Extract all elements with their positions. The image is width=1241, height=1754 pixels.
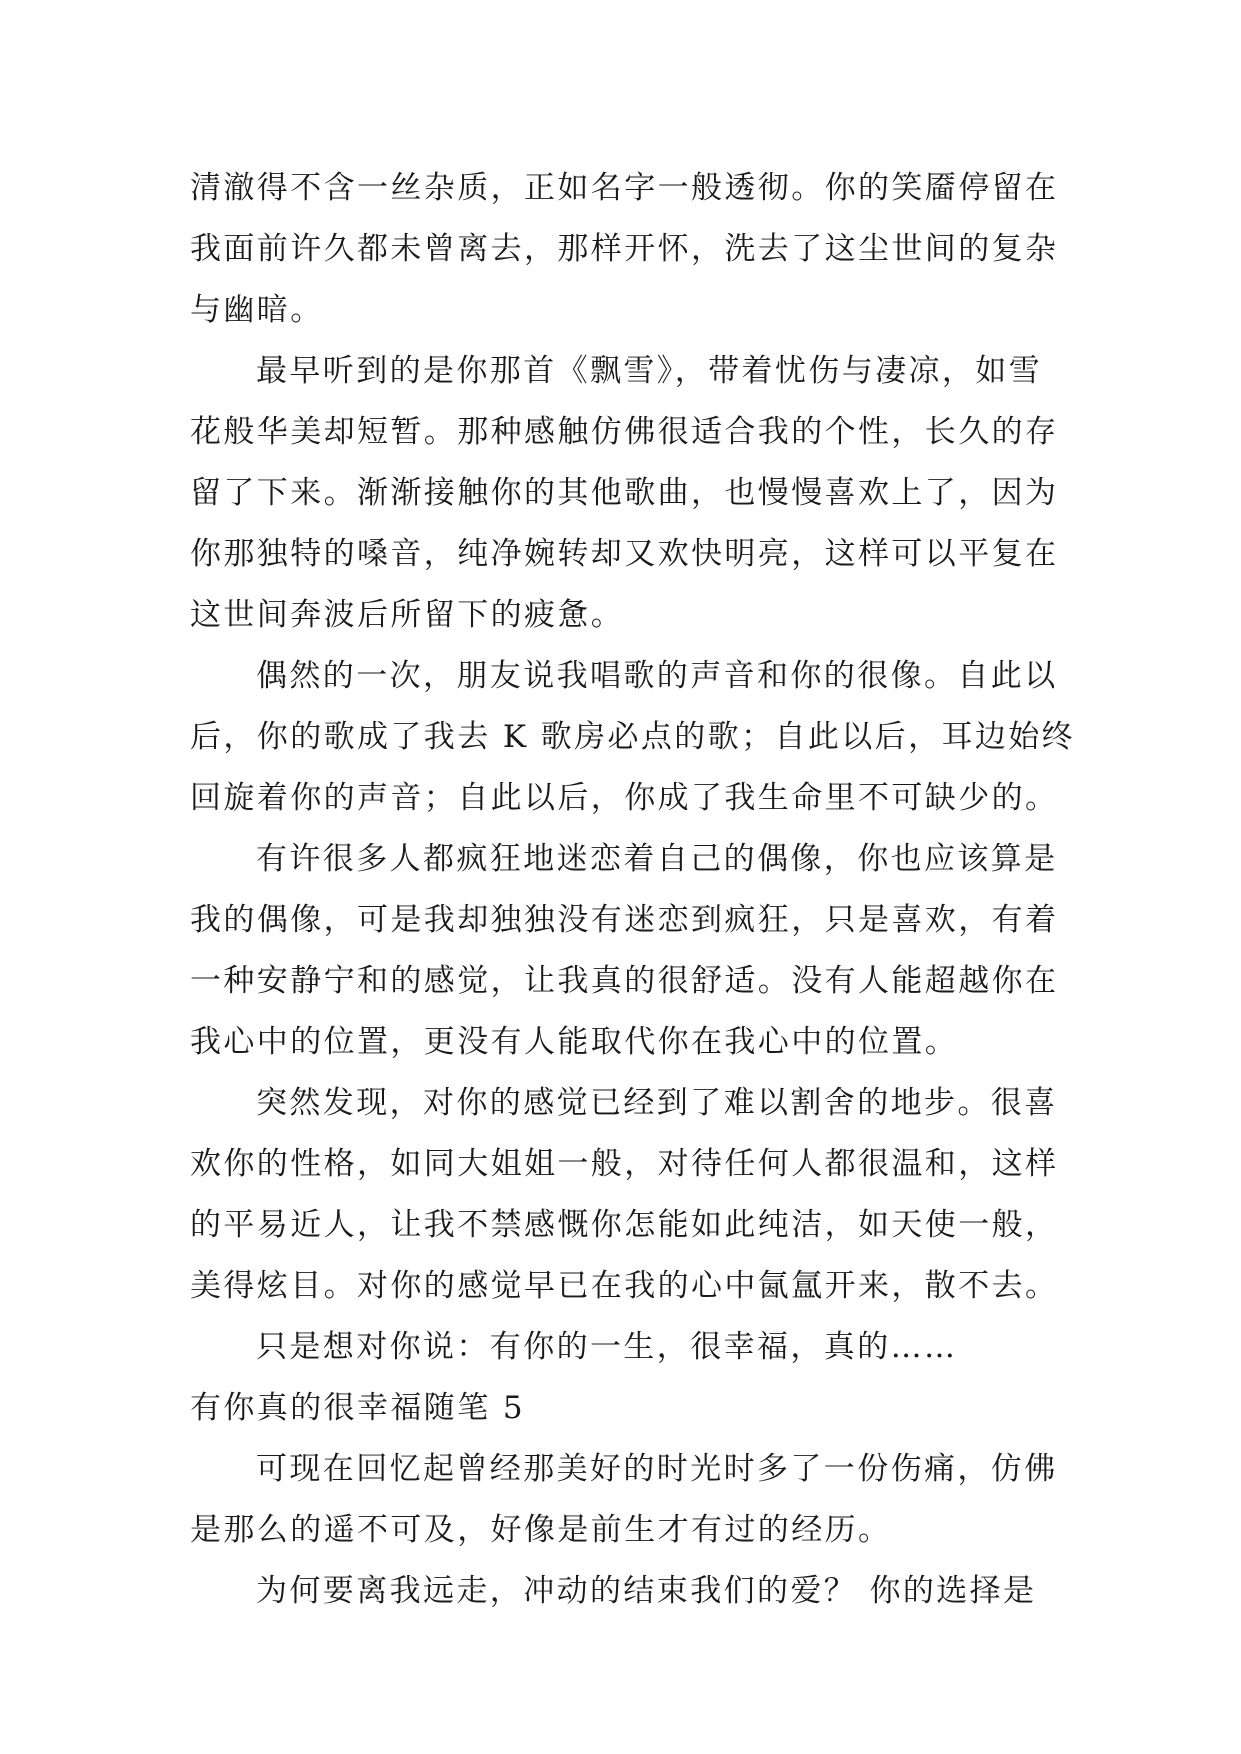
text-line: 我心中的位置，更没有人能取代你在我心中的位置。 xyxy=(190,1024,959,1060)
text-line: 欢你的性格，如同大姐姐一般，对待任何人都很温和，这样 xyxy=(190,1146,1059,1182)
text-line: 这世间奔波后所留下的疲惫。 xyxy=(190,597,625,633)
text-line: 花般华美却短暂。那种感触仿佛很适合我的个性，长久的存 xyxy=(190,414,1059,450)
paragraph-first-line: 有许很多人都疯狂地迷恋着自己的偶像，你也应该算是 xyxy=(256,841,1058,877)
paragraph-first-line: 为何要离我远走，冲动的结束我们的爱？ 你的选择是 xyxy=(256,1573,1037,1609)
paragraph-first-line: 只是想对你说：有你的一生，很幸福，真的…… xyxy=(256,1329,958,1365)
text-line: 后，你的歌成了我去 K 歌房必点的歌；自此以后，耳边始终 xyxy=(190,719,1076,755)
text-line: 我的偶像，可是我却独独没有迷恋到疯狂，只是喜欢，有着 xyxy=(190,902,1059,938)
section-heading: 有你真的很幸福随笔 5 xyxy=(190,1390,525,1426)
text-line: 你那独特的嗓音，纯净婉转却又欢快明亮，这样可以平复在 xyxy=(190,536,1059,572)
document-body xyxy=(190,158,1090,1622)
paragraph-first-line: 偶然的一次，朋友说我唱歌的声音和你的很像。自此以 xyxy=(256,658,1058,694)
paragraph-first-line: 突然发现，对你的感觉已经到了难以割舍的地步。很喜 xyxy=(256,1085,1058,1121)
text-line: 与幽暗。 xyxy=(190,292,324,328)
text-line: 一种安静宁和的感觉，让我真的很舒适。没有人能超越你在 xyxy=(190,963,1059,999)
text-line: 是那么的遥不可及，好像是前生才有过的经历。 xyxy=(190,1512,892,1548)
text-line: 留了下来。渐渐接触你的其他歌曲，也慢慢喜欢上了，因为 xyxy=(190,475,1059,511)
text-line: 美得炫目。对你的感觉早已在我的心中氤氲开来，散不去。 xyxy=(190,1268,1059,1304)
text-line: 的平易近人，让我不禁感慨你怎能如此纯洁，如天使一般， xyxy=(190,1207,1059,1243)
paragraph-first-line: 可现在回忆起曾经那美好的时光时多了一份伤痛，仿佛 xyxy=(256,1451,1058,1487)
text-line: 我面前许久都未曾离去，那样开怀，洗去了这尘世间的复杂 xyxy=(190,231,1059,267)
paragraph-first-line: 最早听到的是你那首《飘雪》，带着忧伤与凄凉，如雪 xyxy=(256,353,1043,389)
text-line: 清澈得不含一丝杂质，正如名字一般透彻。你的笑靥停留在 xyxy=(190,170,1059,206)
text-line: 回旋着你的声音；自此以后，你成了我生命里不可缺少的。 xyxy=(190,780,1059,816)
